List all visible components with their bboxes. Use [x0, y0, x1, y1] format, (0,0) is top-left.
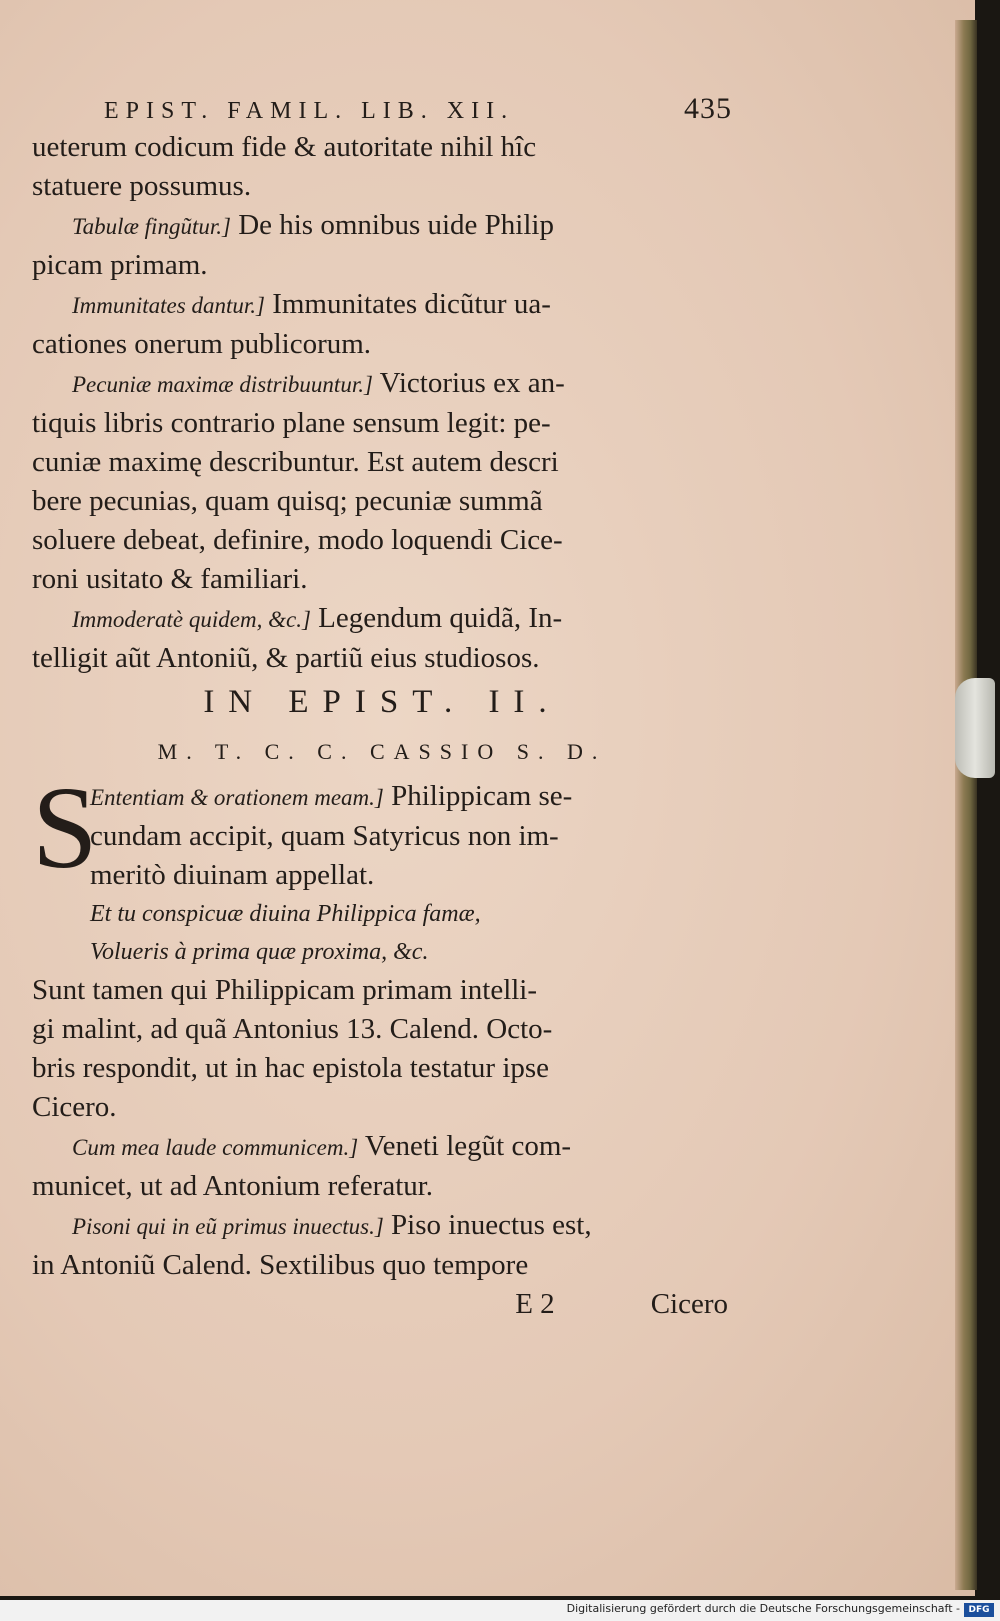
text-line: cationes onerum publicorum.	[32, 328, 372, 360]
text-line: bris respondit, ut in hac epistola testatur ipse	[32, 1052, 550, 1084]
verse-quote: Et tu conspicuæ diuina Philippica famæ,	[90, 901, 481, 927]
note-line: Pisoni qui in eũ primus inuectus.] Piso inuectus est,	[72, 1209, 592, 1241]
text-line: gi malint, ad quã Antonius 13. Calend. Octo-	[32, 1013, 553, 1045]
text-line: meritò diuinam appellat.	[90, 859, 375, 891]
text-line: telligit aũt Antoniũ, & partiũ eius studiosos.	[32, 642, 540, 674]
drop-capital: S	[32, 762, 98, 893]
note-line: Immoderatè quidem, &c.] Legendum quidã, In-	[72, 602, 563, 634]
text-line: cuniæ maximę describuntur. Est autem descri	[32, 446, 559, 478]
text-line: cundam accipit, quam Satyricus non im-	[90, 820, 559, 852]
text-line: picam primam.	[32, 249, 208, 281]
lemma: Cum mea laude communicem.]	[72, 1135, 359, 1160]
footer-bar	[0, 1600, 1000, 1621]
note-line: Ententiam & orationem meam.] Philippicam se-	[90, 780, 573, 812]
verse-quote: Volueris à prima quæ proxima, &c.	[90, 939, 429, 965]
text-line: roni usitato & familiari.	[32, 563, 308, 595]
color-tab	[955, 678, 995, 778]
lemma: Pisoni qui in eũ primus inuectus.]	[72, 1214, 384, 1239]
lemma: Immunitates dantur.]	[72, 293, 265, 318]
lemma: Tabulæ fingũtur.]	[72, 214, 231, 239]
text-line: ueterum codicum fide & autoritate nihil hîc	[32, 131, 537, 163]
note-line: Tabulæ fingũtur.] De his omnibus uide Philip	[72, 209, 554, 241]
text-line: soluere debeat, definire, modo loquendi Cice-	[32, 524, 563, 556]
text-line: Cicero.	[32, 1091, 117, 1123]
section-heading: IN EPIST. II.	[203, 684, 561, 720]
note-line: Pecuniæ maximæ distribuuntur.] Victorius ex an-	[72, 367, 565, 399]
lemma: Ententiam & orationem meam.]	[90, 785, 384, 810]
lemma: Immoderatè quidem, &c.]	[72, 607, 311, 632]
section-subheading: M. T. C. C. CASSIO S. D.	[157, 739, 607, 764]
note-line: Immunitates dantur.] Immunitates dicũtur ua-	[72, 288, 551, 320]
page-number: 435	[684, 92, 732, 125]
dropcap-paragraph	[32, 762, 732, 971]
running-title: EPIST. FAMIL. LIB. XII.	[104, 98, 515, 124]
page-text	[32, 92, 732, 1324]
catchword: Cicero	[650, 1288, 728, 1320]
text-line: bere pecunias, quam quisq; pecuniæ summã	[32, 485, 543, 517]
text-line: statuere possumus.	[32, 170, 252, 202]
text-line: tiquis libris contrario plane sensum legit: pe-	[32, 407, 551, 439]
signature-mark: E 2	[515, 1288, 555, 1320]
lemma: Pecuniæ maximæ distribuuntur.]	[72, 372, 373, 397]
text-line: municet, ut ad Antonium referatur.	[32, 1170, 434, 1202]
text-line: Sunt tamen qui Philippicam primam intelli-	[32, 974, 538, 1006]
catchline	[32, 1285, 732, 1324]
page-edge	[955, 20, 977, 1590]
dfg-logo-icon: DFG	[964, 1603, 994, 1617]
text-line: in Antoniũ Calend. Sextilibus quo tempore	[32, 1249, 529, 1281]
running-header	[32, 92, 732, 126]
footer-credit: Digitalisierung gefördert durch die Deutsche Forschungsgemeinschaft -	[566, 1602, 960, 1615]
note-line: Cum mea laude communicem.] Veneti legũt com-	[72, 1130, 572, 1162]
